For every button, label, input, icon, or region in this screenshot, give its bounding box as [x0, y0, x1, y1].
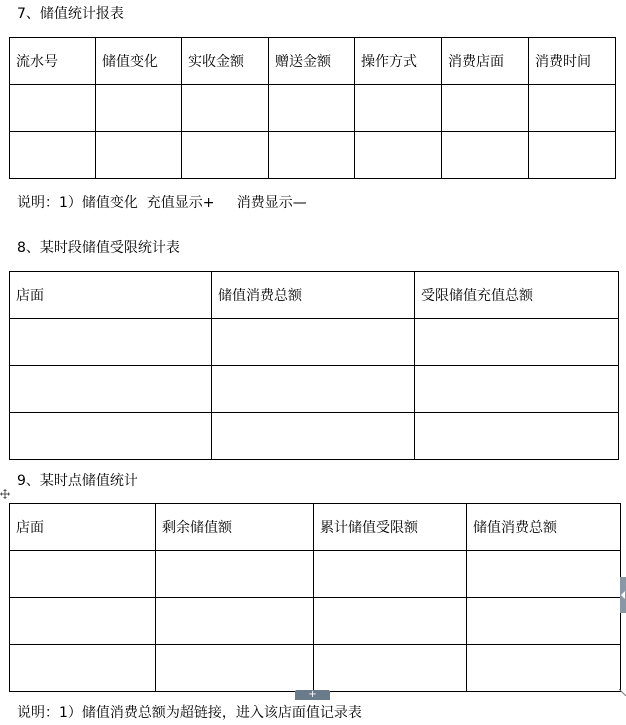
section-7-note: 说明：1）储值变化 充值显示+ 消费显示—: [17, 195, 307, 211]
table-cell[interactable]: [10, 598, 156, 645]
table-row: [10, 598, 621, 645]
column-header: 店面: [10, 272, 212, 319]
table-cell[interactable]: [467, 551, 621, 598]
column-header: 储值变化: [96, 38, 182, 85]
table-row: [10, 413, 619, 460]
table-cell[interactable]: [10, 85, 96, 132]
table-cell[interactable]: [212, 366, 415, 413]
section-8-heading: 8、某时段储值受限统计表: [17, 240, 180, 256]
column-header: 储值消费总额: [212, 272, 415, 319]
column-header: 操作方式: [355, 38, 442, 85]
table-resize-handle-icon[interactable]: [620, 577, 626, 613]
column-header: 实收金额: [182, 38, 269, 85]
column-header: 消费时间: [529, 38, 616, 85]
table-cell[interactable]: [415, 366, 619, 413]
column-header: 消费店面: [442, 38, 529, 85]
table-row: [10, 132, 616, 179]
table-row: [10, 85, 616, 132]
table-cell[interactable]: [10, 645, 156, 692]
column-header: 剩余储值额: [156, 504, 314, 551]
table-cell[interactable]: [442, 132, 529, 179]
table-cell[interactable]: [415, 413, 619, 460]
table-cell[interactable]: [415, 319, 619, 366]
table-cell[interactable]: [10, 551, 156, 598]
column-header: 储值消费总额: [467, 504, 621, 551]
table-row: [10, 645, 621, 692]
table-restricted-stored-value: [9, 271, 619, 460]
column-header: 店面: [10, 504, 156, 551]
table-cell[interactable]: [529, 85, 616, 132]
table-cell[interactable]: [182, 85, 269, 132]
table-cell[interactable]: [10, 413, 212, 460]
table-cell[interactable]: [314, 551, 467, 598]
table-corner-icon: [619, 689, 626, 696]
table-cell[interactable]: [269, 85, 355, 132]
table-cell[interactable]: [212, 413, 415, 460]
table-cell[interactable]: [10, 366, 212, 413]
column-header: 受限储值充值总额: [415, 272, 619, 319]
column-header: 累计储值受限额: [314, 504, 467, 551]
table-stored-value-snapshot: [9, 503, 621, 692]
section-7-heading: 7、储值统计报表: [17, 6, 124, 22]
table-cell[interactable]: [314, 598, 467, 645]
table-cell[interactable]: [156, 645, 314, 692]
table-row: [10, 366, 619, 413]
table-cell[interactable]: [355, 85, 442, 132]
table-cell[interactable]: [442, 85, 529, 132]
table-move-handle-icon[interactable]: [0, 489, 10, 499]
table-header-row: [10, 504, 621, 551]
table-cell[interactable]: [156, 598, 314, 645]
table-cell[interactable]: [96, 132, 182, 179]
column-header: 流水号: [10, 38, 96, 85]
table-cell[interactable]: [467, 645, 621, 692]
table-cell[interactable]: [182, 132, 269, 179]
table-cell[interactable]: [96, 85, 182, 132]
table-cell[interactable]: [467, 598, 621, 645]
table-cell[interactable]: [212, 319, 415, 366]
table-cell[interactable]: [529, 132, 616, 179]
table-cell[interactable]: [156, 551, 314, 598]
table-cell[interactable]: [269, 132, 355, 179]
column-header: 赠送金额: [269, 38, 355, 85]
table-cell[interactable]: [314, 645, 467, 692]
section-9-note: 说明：1）储值消费总额为超链接，进入该店面值记录表: [17, 705, 362, 721]
table-cell[interactable]: [10, 132, 96, 179]
table-row: [10, 551, 621, 598]
add-row-button[interactable]: +: [295, 690, 330, 700]
table-cell[interactable]: [355, 132, 442, 179]
table-header-row: [10, 272, 619, 319]
section-9-heading: 9、某时点储值统计: [17, 473, 138, 489]
table-cell[interactable]: [10, 319, 212, 366]
table-row: [10, 319, 619, 366]
table-stored-value-report: [9, 37, 616, 179]
table-header-row: [10, 38, 616, 85]
